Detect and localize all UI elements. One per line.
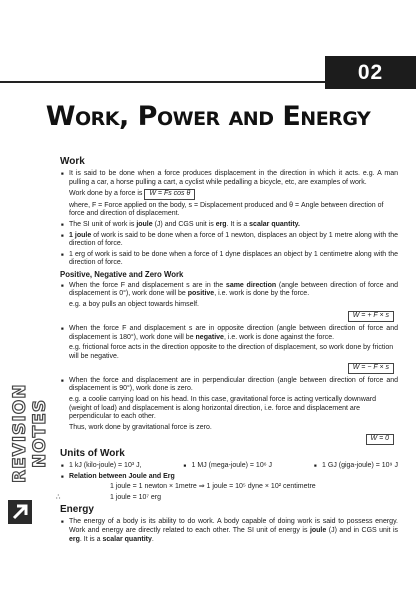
relation-line-2: ∴ 1 joule = 10⁷ erg [56, 493, 161, 501]
relation-heading: ■ Relation between Joule and Erg [60, 473, 398, 482]
energy-heading: Energy [60, 504, 94, 516]
pnz-bullet-1: ■ When the force F and displacement s are in the same direction (angle between direction of force and displacement is 0°), work done will be positive, i.e. work is done by the force. [60, 282, 398, 299]
work-bullet-4: ■ 1 erg of work is said to be done when a force of 1 dyne displaces an object by 1 centimetre along with the direction of force. [60, 251, 398, 268]
pnz-eg-1: e.g. a boy pulls an object towards himself. [69, 300, 199, 308]
eq-negative: W = − F × s [60, 363, 398, 374]
unit-mj: ■ 1 MJ (mega-joule) = 10⁶ J [183, 462, 273, 471]
unit-kj: ■ 1 kJ (kilo-joule) = 10³ J, [60, 462, 142, 471]
work-bullet-1: ■ It is said to be done when a force produces displacement in the direction in which it acts. e.g. A man pulling a car, a horse pulling a cart, a cyclist while pedalling a bicycle, etc, are examples of work. [60, 170, 398, 187]
relation-line-1: 1 joule = 1 newton × 1metre ⇒ 1 joule = 10⁵ dyne × 10² centimetre [110, 483, 316, 491]
units-row [60, 462, 398, 471]
arrow-icon [8, 500, 32, 524]
side-banner [6, 372, 50, 532]
work-heading: Work [60, 156, 85, 167]
formula-box: W = Fs cos θ [144, 189, 195, 200]
work-bullet-3: ■ 1 joule of work is said to be done when a force of 1 newton, displaces an object by 1 metre along with the direction of force. [60, 232, 398, 249]
chapter-number: 02 [325, 56, 416, 89]
unit-gj: ■ 1 GJ (giga-joule) = 10⁹ J [313, 462, 398, 471]
energy-bullet-1: ■ The energy of a body is its ability to do work. A body capable of doing work is said to possess energy. Work and energy are directly related to each other. The SI unit of energy is joule (J) and in CGS unit is erg. It is a scalar quantity. [60, 518, 398, 544]
pnz-bullet-2: ■ When the force F and displacement s are in opposite direction (angle between direction of force and displacement is 180°), work done will be negative, i.e. work is done against the force. [60, 325, 398, 342]
eq-zero: W = 0 [60, 434, 398, 445]
formula-intro: Work done by a force is [69, 190, 143, 198]
therefore-symbol: ∴ [56, 493, 61, 501]
chapter-title: Work, Power and Energy [45, 101, 371, 132]
work-where: where, F = Force applied on the body, s = Displacement produced and θ = Angle between direction of force and direction of displacement. [69, 201, 384, 218]
content [56, 156, 398, 546]
units-heading: Units of Work [60, 448, 125, 460]
eq-positive: W = + F × s [60, 311, 398, 322]
pnz-eg-3: e.g. a coolie carrying load on his head. In this case, gravitational force is acting vertically downward (weight of load) and displacement is along horizontal direction, i.e. force and displacement are perpendicular to each other. [69, 396, 376, 421]
work-formula-line [60, 189, 398, 200]
side-label: REVISION NOTES [10, 383, 50, 483]
pnz-thus: Thus, work done by gravitational force is zero. [69, 423, 212, 431]
pnz-eg-2: e.g. frictional force acts in the direction opposite to the direction of displacement, so work done by friction will be negative. [69, 344, 394, 360]
pnz-heading: Positive, Negative and Zero Work [60, 269, 184, 279]
work-bullet-2: ■ The SI unit of work is joule (J) and CGS unit is erg. It is a scalar quantity. [60, 221, 398, 230]
pnz-bullet-3: ■ When the force and displacement are in perpendicular direction (angle between direction of force and displacement is 90°), work done is zero. [60, 377, 398, 394]
